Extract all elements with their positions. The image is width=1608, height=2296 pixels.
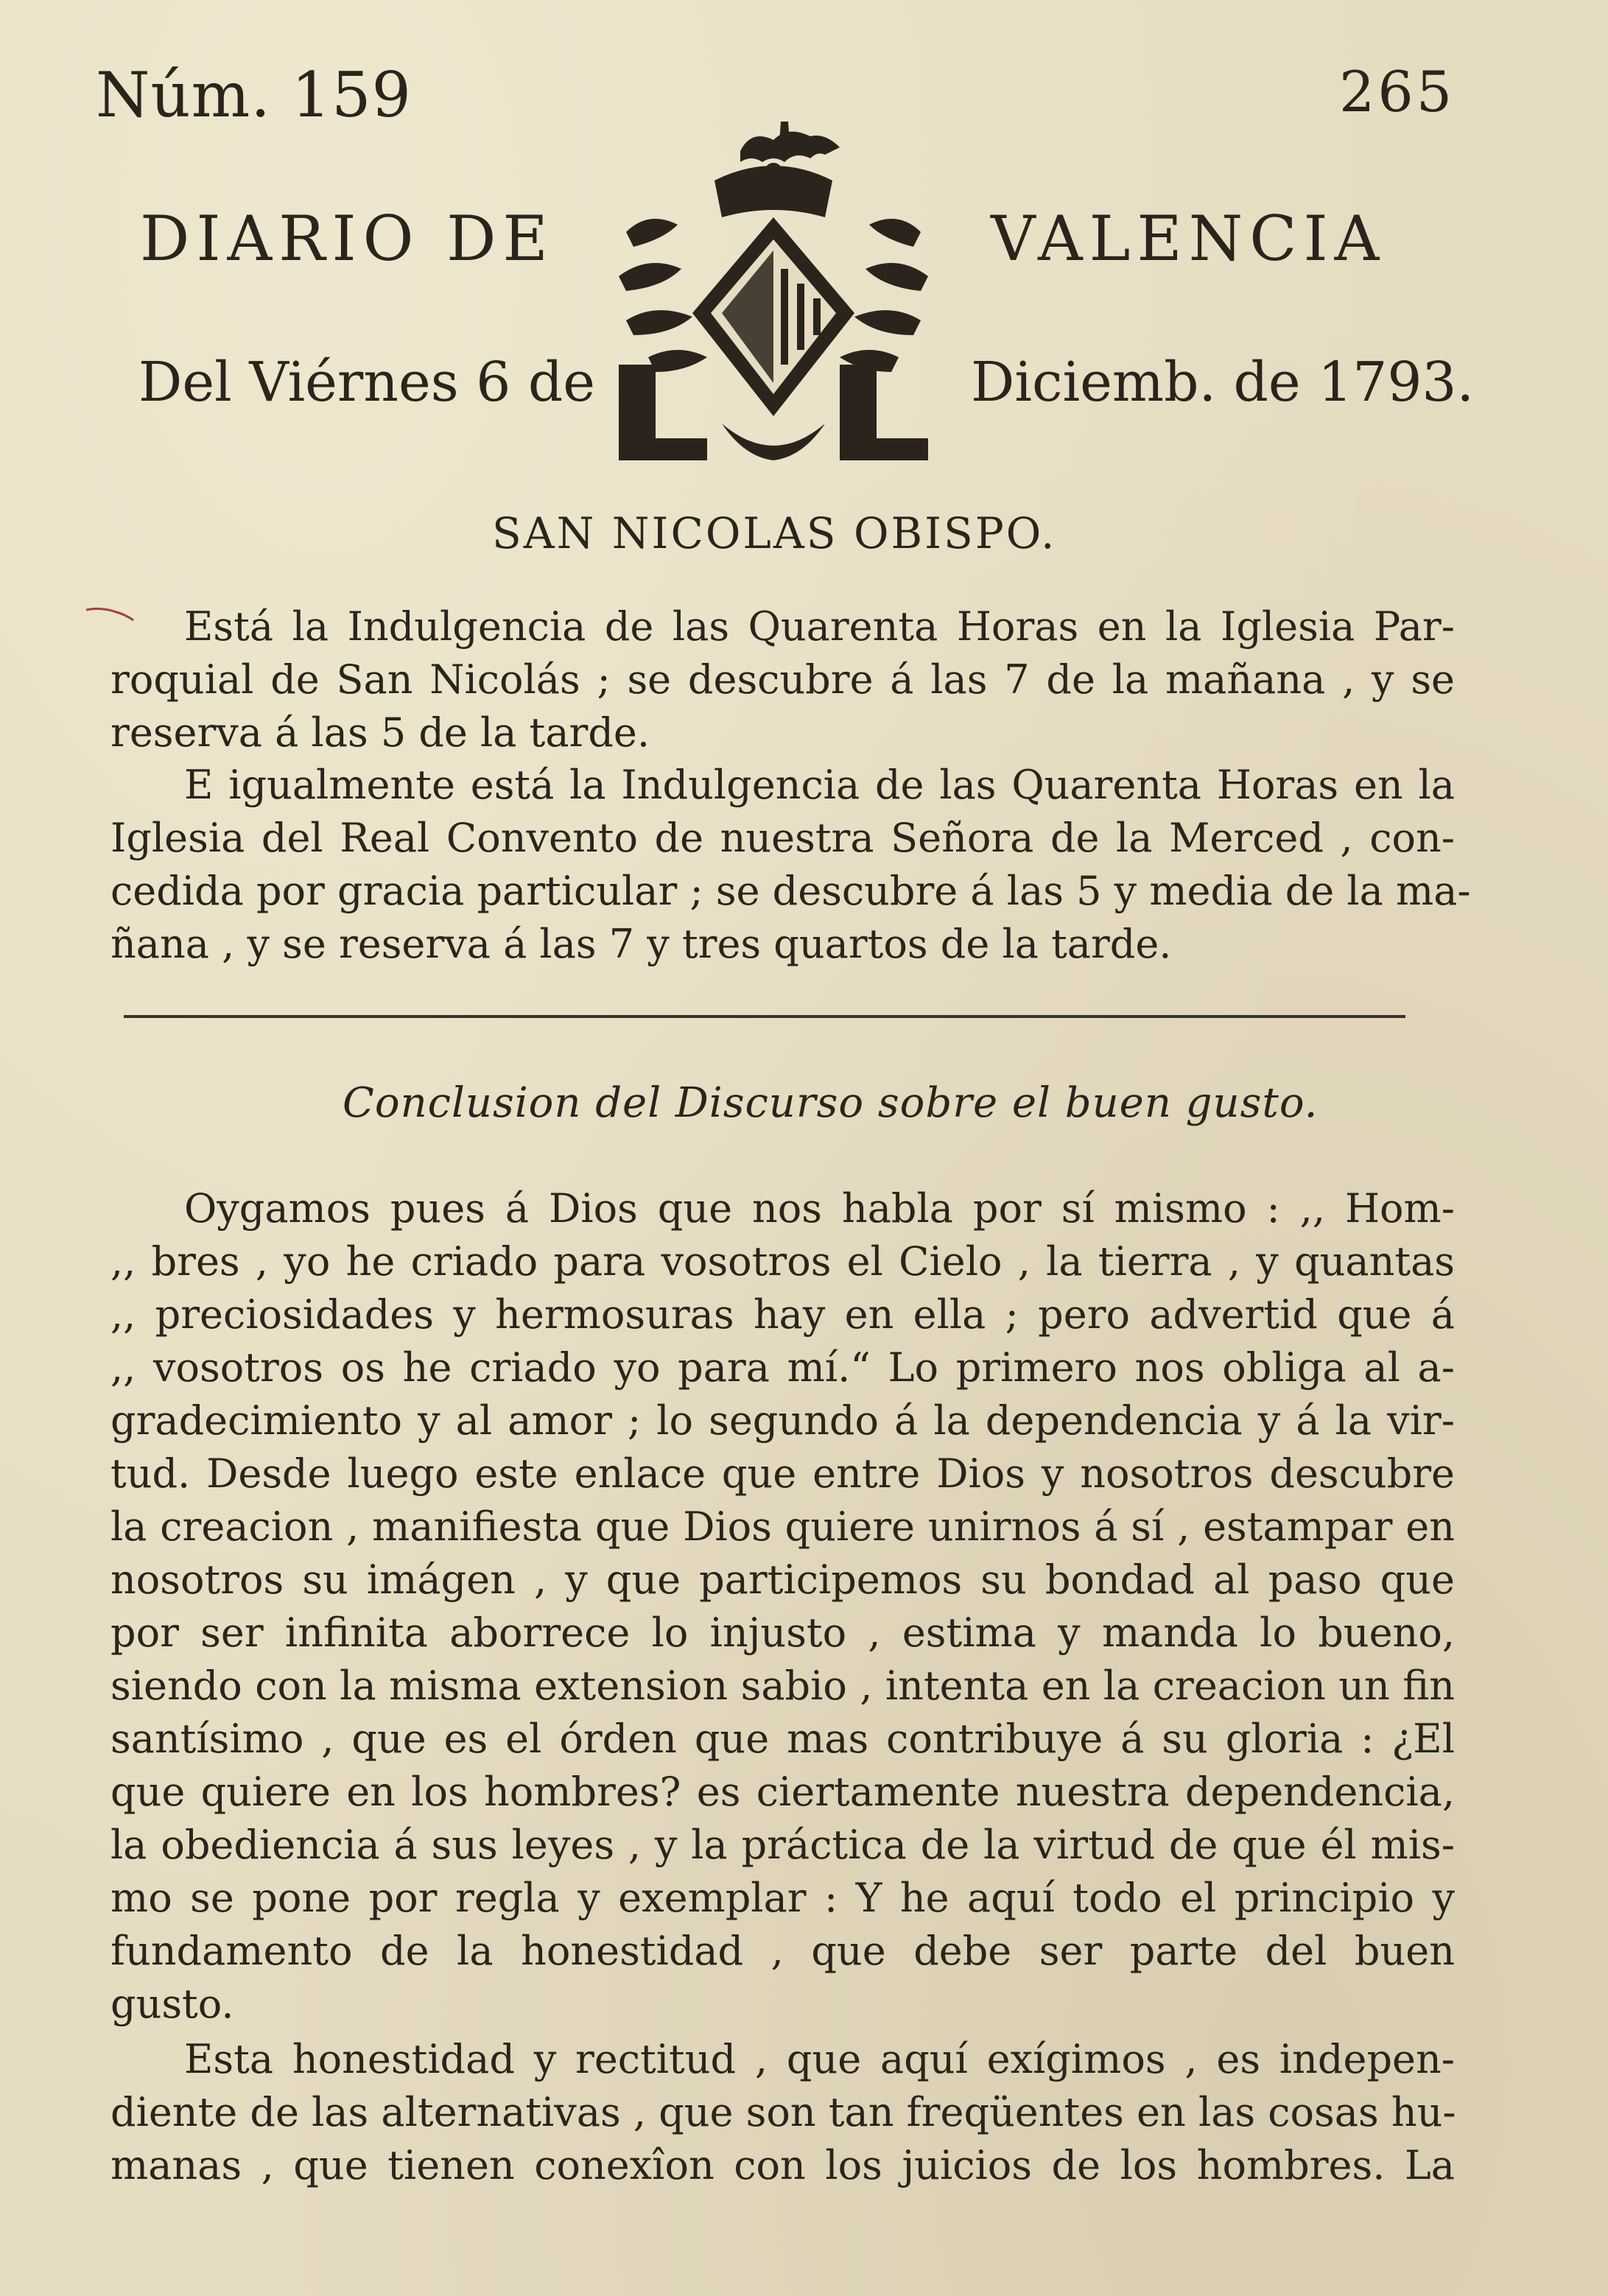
notice-2-line: E igualmente está la Indulgencia de las Quarenta Horas en la (184, 762, 1455, 808)
article-line: diente de las alternativas , que son tan freqüentes en las cosas hu- (110, 2089, 1456, 2135)
notice-1-line: Está la Indulgencia de las Quarenta Horas en la Iglesia Par- (184, 603, 1455, 650)
article-line: la creacion , manifiesta que Dios quiere unirnos á sí , estampar en (110, 1503, 1455, 1550)
date-left: Del Viérnes 6 de (138, 351, 596, 414)
article-line: tud. Desde luego este enlace que entre Dios y nosotros descubre (110, 1450, 1455, 1497)
saint-of-day: SAN NICOLAS OBISPO. (492, 508, 1057, 558)
article-line: ,, bres , yo he criado para vosotros el Cielo , la tierra , y quantas (110, 1238, 1455, 1285)
article-line: Oygamos pues á Dios que nos habla por sí mismo : ,, Hom- (184, 1185, 1455, 1232)
issue-number: Núm. 159 (96, 59, 412, 131)
section-divider (124, 1015, 1405, 1018)
article-line: la obediencia á sus leyes , y la práctica de la virtud de que él mis- (110, 1822, 1455, 1868)
notice-1-line: reserva á las 5 de la tarde. (110, 709, 650, 756)
notice-2-line: Iglesia del Real Convento de nuestra Señora de la Merced , con- (110, 815, 1455, 861)
article-line: gradecimiento y al amor ; lo segundo á la dependencia y á la vir- (110, 1397, 1455, 1444)
masthead-title-left: DIARIO DE (140, 203, 555, 275)
notice-2-line: cedida por gracia particular ; se descubre á las 5 y media de la ma- (110, 868, 1471, 914)
article-line: que quiere en los hombres? es ciertamente nuestra dependencia, (110, 1769, 1455, 1815)
article-paragraph-1 (110, 1182, 1455, 2031)
masthead-title-right: VALENCIA (991, 203, 1386, 275)
article-line: siendo con la misma extension sabio , intenta en la creacion un fin (110, 1663, 1455, 1709)
article-line: mo se pone por regla y exemplar : Y he aquí todo el principio y (110, 1875, 1455, 1921)
article-line: gusto. (110, 1981, 234, 2027)
page-number: 265 (1339, 59, 1456, 124)
valencia-coat-of-arms-icon (604, 122, 943, 468)
article-line: ,, vosotros os he criado yo para mí.“ Lo primero nos obliga al a- (110, 1344, 1455, 1391)
notice-2 (110, 759, 1471, 971)
article-paragraph-2 (110, 2033, 1455, 2192)
article-line: santísimo , que es el órden que mas contribuye á su gloria : ¿El (110, 1716, 1455, 1762)
notice-1 (110, 600, 1455, 759)
date-right: Diciemb. de 1793. (971, 351, 1475, 414)
article-line: por ser infinita aborrece lo injusto , estima y manda lo bueno, (110, 1609, 1455, 1656)
notice-2-line: ñana , y se reserva á las 7 y tres quartos de la tarde. (110, 921, 1172, 967)
article-title: Conclusion del Discurso sobre el buen gusto. (343, 1079, 1319, 1127)
article-line: ,, preciosidades y hermosuras hay en ella ; pero advertid que á (110, 1291, 1455, 1338)
notice-1-line: roquial de San Nicolás ; se descubre á las 7 de la mañana , y se (110, 656, 1455, 703)
article-line: manas , que tienen conexîon con los juicios de los hombres. La (110, 2142, 1455, 2188)
article-line: fundamento de la honestidad , que debe ser parte del buen (110, 1928, 1455, 1974)
article-line: Esta honestidad y rectitud , que aquí exígimos , es indepen- (184, 2036, 1455, 2082)
article-line: nosotros su imágen , y que participemos su bondad al paso que (110, 1556, 1455, 1603)
